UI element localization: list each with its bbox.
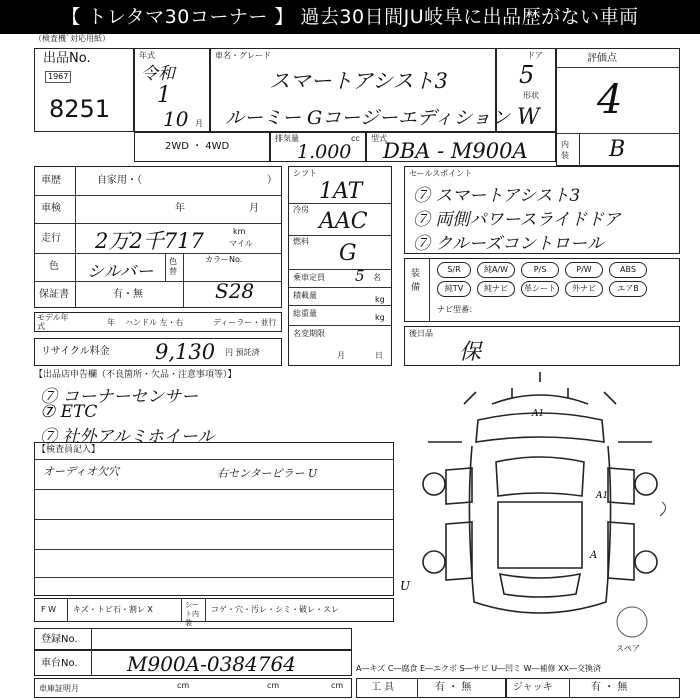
displacement-value: 1.000 — [297, 141, 352, 163]
chassis-value: M900A-0384764 — [127, 652, 296, 676]
ac-value: AAC — [319, 209, 368, 234]
floor-box — [34, 598, 394, 627]
sales-point-1: ⑦ スマートアシスト3 — [413, 186, 581, 206]
mileage-unit-mile: マイル — [229, 239, 253, 248]
doors-label: ドア — [527, 51, 543, 60]
shape-value: W — [517, 105, 540, 130]
fuel-label: 燃料 — [293, 237, 309, 246]
color-value: シルバー — [87, 262, 154, 282]
recycle-unit: 円 預託済 — [225, 348, 260, 357]
chassis-box — [34, 650, 352, 676]
interior-label: 内装 — [561, 140, 569, 160]
color-label: 色 — [49, 261, 59, 272]
lot-stamp: 1967 — [45, 71, 71, 83]
color-code-label: カラーNo. — [205, 255, 243, 264]
jack-label: ジャッキ — [513, 682, 553, 693]
inspection-month: 月 — [249, 203, 259, 214]
navi-model-label: ナビ型番： — [437, 305, 477, 314]
equip-navi: 純ナビ — [477, 281, 515, 297]
model-label: 車名・グレード — [215, 51, 271, 60]
auction-sheet — [0, 34, 700, 700]
model-year-label: モデル年式 — [37, 313, 69, 331]
dealer-note-2: ⑦ ETC — [40, 402, 98, 422]
equip-ext-navi: 外ナビ — [565, 281, 603, 297]
month-suffix: 月 — [195, 119, 203, 128]
equip-airbag: エアB — [609, 281, 647, 297]
damage-legend: A―キズ C―腐食 E―エクボ S―サビ U―凹ミ W―補修 XX―交換済 — [356, 664, 602, 673]
history-value: 自家用・（ — [97, 175, 142, 186]
inspection-year: 年 — [175, 203, 185, 214]
registration-label: 登録No. — [41, 634, 78, 645]
load-unit: kg — [375, 295, 385, 304]
mileage-value: 2万2千717 — [95, 229, 204, 253]
warranty-label: 保証書 — [39, 289, 69, 300]
handle-text: ハンドル 左・右 — [125, 318, 184, 327]
floor-label: F W — [41, 605, 57, 614]
year-box — [134, 48, 210, 132]
sales-point-3: ⑦ クルーズコントロール — [413, 234, 604, 254]
capacity-value: 5 — [355, 267, 365, 285]
cert-label: 車庫証明月 — [39, 684, 79, 693]
chassis-label: 車台No. — [41, 658, 78, 669]
cert-unit-3: cm — [331, 681, 344, 690]
registration-box — [34, 628, 352, 650]
inspection-label: 車検 — [41, 203, 61, 214]
doors-value: 5 — [519, 61, 535, 89]
inspector-note-2: 右センターピラー U — [217, 467, 318, 480]
equip-ps: P/S — [521, 262, 559, 278]
type-box — [366, 132, 556, 162]
mileage-label: 走行 — [41, 233, 61, 244]
title-banner: 【 トレタマ30コーナー 】 過去30日間JU岐阜に出品歴がない車両 — [0, 0, 700, 34]
dealer-note-3: ⑦ 社外アルミホイール — [40, 427, 215, 447]
dealer-note-1: ⑦ コーナーセンサー — [40, 387, 199, 407]
total-weight-label: 総重量 — [293, 309, 317, 318]
tools-label: 工 具 — [371, 682, 395, 693]
spare-label: スペア — [616, 644, 640, 653]
displacement-box — [270, 132, 366, 162]
sales-point-2: ⑦ 両側パワースライドドア — [413, 210, 621, 230]
fuel-value: G — [339, 241, 357, 266]
tools-value: 有 ・ 無 — [435, 682, 472, 693]
shift-label: シフト — [293, 169, 317, 178]
lot-label: 出品No. — [43, 51, 91, 66]
color-change-label: 色替 — [169, 257, 177, 276]
inspector-label: 【検査員記入】 — [37, 445, 101, 455]
lot-box — [34, 48, 134, 132]
inspector-box — [34, 442, 394, 596]
equip-pw: P/W — [565, 262, 603, 278]
after-day-value: 保 — [459, 340, 482, 365]
dealer-notes-label: 【出品店申告欄（不良箇所・欠品・注意事項等）】 — [34, 370, 237, 380]
inspector-note-1: オーディオ欠穴 — [43, 465, 120, 478]
displacement-label: 排気量 — [275, 134, 299, 143]
equipment-box — [404, 258, 680, 322]
jack-box — [506, 678, 680, 698]
drive-box — [134, 132, 270, 162]
lot-number: 8251 — [49, 95, 111, 123]
model-year-box — [34, 312, 282, 332]
history-label: 車歴 — [41, 175, 61, 186]
recycle-box — [34, 338, 282, 366]
car-damage-diagram — [400, 372, 680, 638]
jack-value: 有 ・ 無 — [591, 682, 628, 693]
model-box — [210, 48, 510, 132]
cert-box — [34, 678, 352, 698]
name-change-month: 月 — [337, 351, 345, 360]
warranty-value: 有・無 — [113, 289, 143, 300]
shift-value: 1AT — [319, 179, 363, 204]
cert-unit-2: cm — [267, 681, 280, 690]
mileage-unit-km: km — [233, 227, 246, 236]
equip-aw: 純A/W — [477, 262, 515, 278]
equip-sr: S/R — [437, 262, 471, 278]
spec-box — [288, 166, 392, 366]
vehicle-info-box: 車歴 自家用・（ ） 車検 年 月 走行 2万2千717 km マイル 色 シルバー 色替 カラーNo. S28 保証書 有・無 — [34, 166, 282, 308]
cert-unit-1: cm — [177, 681, 190, 690]
model-year-unit: 年 — [107, 318, 115, 327]
sheet-note: （検査機ﾞ対応用紙） — [34, 34, 110, 43]
equip-leather: 革シート — [521, 281, 559, 297]
equip-abs: ABS — [609, 262, 647, 278]
sales-points-box — [404, 166, 680, 254]
score-value: 4 — [597, 77, 623, 123]
score-box — [556, 48, 680, 166]
interior-value: B — [609, 137, 626, 162]
capacity-label: 乗車定員 — [293, 273, 325, 282]
equip-tv: 純TV — [437, 281, 471, 297]
equipment-label: 装備 — [411, 269, 421, 293]
year-label: 年式 — [139, 51, 155, 60]
model-line2: ルーミー Gコージーエディション — [225, 107, 510, 129]
doors-box — [496, 48, 556, 132]
ac-label: 冷房 — [293, 205, 309, 214]
month-value: 10 — [163, 107, 189, 131]
year-value: 1 — [157, 83, 171, 108]
color-code: S28 — [215, 279, 255, 303]
floor-text: キズ・トビ石・割レ X — [73, 605, 153, 614]
tools-box — [356, 678, 506, 698]
recycle-value: 9,130 — [155, 340, 216, 364]
model-line1: スマートアシスト3 — [269, 69, 448, 93]
type-label: 型式 — [371, 134, 387, 143]
recycle-label: リサイクル料金 — [41, 346, 110, 357]
year-era: 令和 — [141, 64, 175, 84]
displacement-unit: cc — [351, 134, 360, 143]
drive-value: 2WD ・ 4WD — [165, 141, 230, 152]
score-label: 評価点 — [587, 53, 617, 64]
name-change-label: 名変期限 — [293, 329, 325, 338]
damage-mark-a1-right: A1 — [596, 491, 609, 501]
total-weight-unit: kg — [375, 313, 385, 322]
dealer-text: ディーラー・並行 — [213, 318, 277, 327]
damage-mark-a1-front: A1 — [532, 409, 545, 419]
after-day-box — [404, 326, 680, 366]
spare-tire-icon — [612, 602, 652, 642]
damage-mark-a: A — [590, 550, 598, 561]
seat-label: シート内装 — [185, 601, 199, 627]
capacity-unit: 名 — [373, 273, 381, 282]
after-day-label: 後日品 — [409, 329, 433, 338]
damage-mark-u: U — [400, 579, 411, 593]
seat-text: コゲ・穴・汚レ・シミ・破レ・スレ — [211, 605, 339, 614]
sales-points-label: セールスポイント — [409, 169, 473, 178]
type-value: DBA - M900A — [383, 139, 528, 163]
name-change-day: 日 — [375, 351, 383, 360]
load-label: 積載量 — [293, 291, 317, 300]
shape-label: 形状 — [523, 91, 539, 100]
